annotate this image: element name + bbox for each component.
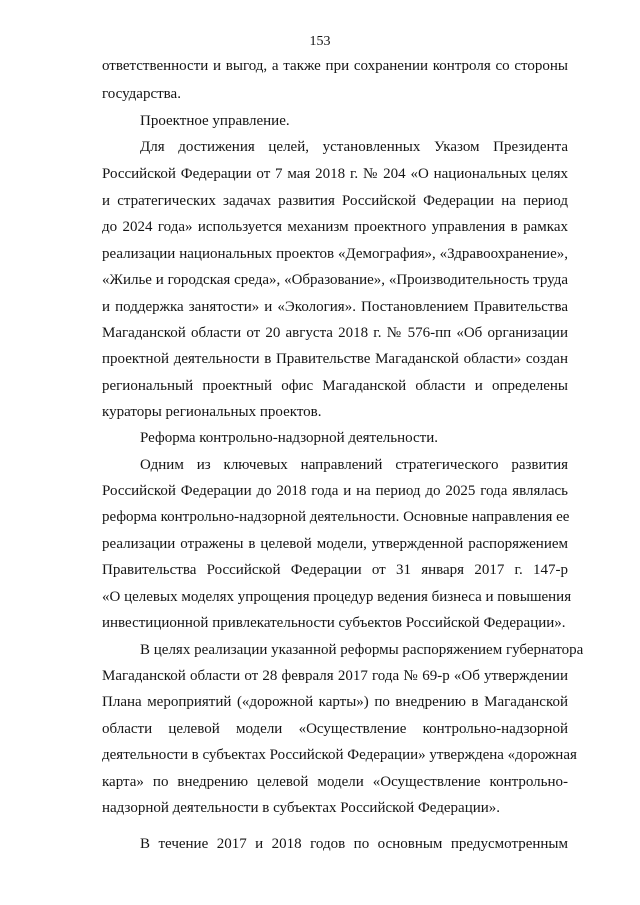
text-line: ответственности и выгод, а также при сохранении контроля со стороны bbox=[102, 58, 568, 74]
text-line: области целевой модели «Осуществление контрольно-надзорной bbox=[102, 721, 568, 737]
text-line: карта» по внедрению целевой модели «Осуществление контрольно- bbox=[102, 774, 568, 790]
text-line: В течение 2017 и 2018 годов по основным предусмотренным bbox=[140, 836, 568, 852]
page-number: 153 bbox=[309, 34, 331, 49]
text-line: реализации национальных проектов «Демография», «Здравоохранение», bbox=[102, 246, 568, 262]
text-line: государства. bbox=[102, 86, 181, 102]
text-line: и поддержка занятости» и «Экология». Постановлением Правительства bbox=[102, 299, 568, 315]
text-line: и стратегических задачах развития Российской Федерации на период bbox=[102, 193, 568, 209]
section-heading: Реформа контрольно-надзорной деятельности. bbox=[140, 430, 438, 446]
text-line: Магаданской области от 20 августа 2018 г. № 576-пп «Об организации bbox=[102, 325, 568, 341]
text-line: Магаданской области от 28 февраля 2017 года № 69-р «Об утверждении bbox=[102, 668, 568, 684]
text-line: Плана мероприятий («дорожной карты») по внедрению в Магаданской bbox=[102, 694, 568, 710]
text-line: реформа контрольно-надзорной деятельности. Основные направления ее bbox=[102, 509, 570, 525]
text-line: Одним из ключевых направлений стратегического развития bbox=[140, 457, 568, 473]
text-line: региональный проектный офис Магаданской области и определены bbox=[102, 378, 568, 394]
text-line: В целях реализации указанной реформы распоряжением губернатора bbox=[140, 642, 584, 658]
text-line: реализации отражены в целевой модели, утвержденной распоряжением bbox=[102, 536, 568, 552]
text-line: инвестиционной привлекательности субъектов Российской Федерации». bbox=[102, 615, 566, 631]
text-line: «Жилье и городская среда», «Образование», «Производительность труда bbox=[102, 272, 568, 288]
text-line: деятельности в субъектах Российской Федерации» утверждена «дорожная bbox=[102, 747, 577, 763]
text-line: Правительства Российской Федерации от 31 января 2017 г. 147-р bbox=[102, 562, 568, 578]
text-line: «О целевых моделях упрощения процедур ведения бизнеса и повышения bbox=[102, 589, 572, 605]
text-line: Российской Федерации от 7 мая 2018 г. № 204 «О национальных целях bbox=[102, 166, 568, 182]
text-line: проектной деятельности в Правительстве Магаданской области» создан bbox=[102, 351, 568, 367]
text-line: до 2024 года» используется механизм проектного управления в рамках bbox=[102, 219, 568, 235]
text-line: кураторы региональных проектов. bbox=[102, 404, 322, 420]
section-heading: Проектное управление. bbox=[140, 113, 290, 129]
text-line: Для достижения целей, установленных Указом Президента bbox=[140, 139, 568, 155]
text-line: Российской Федерации до 2018 года и на период до 2025 года являлась bbox=[102, 483, 568, 499]
text-line: надзорной деятельности в субъектах Российской Федерации». bbox=[102, 800, 501, 816]
